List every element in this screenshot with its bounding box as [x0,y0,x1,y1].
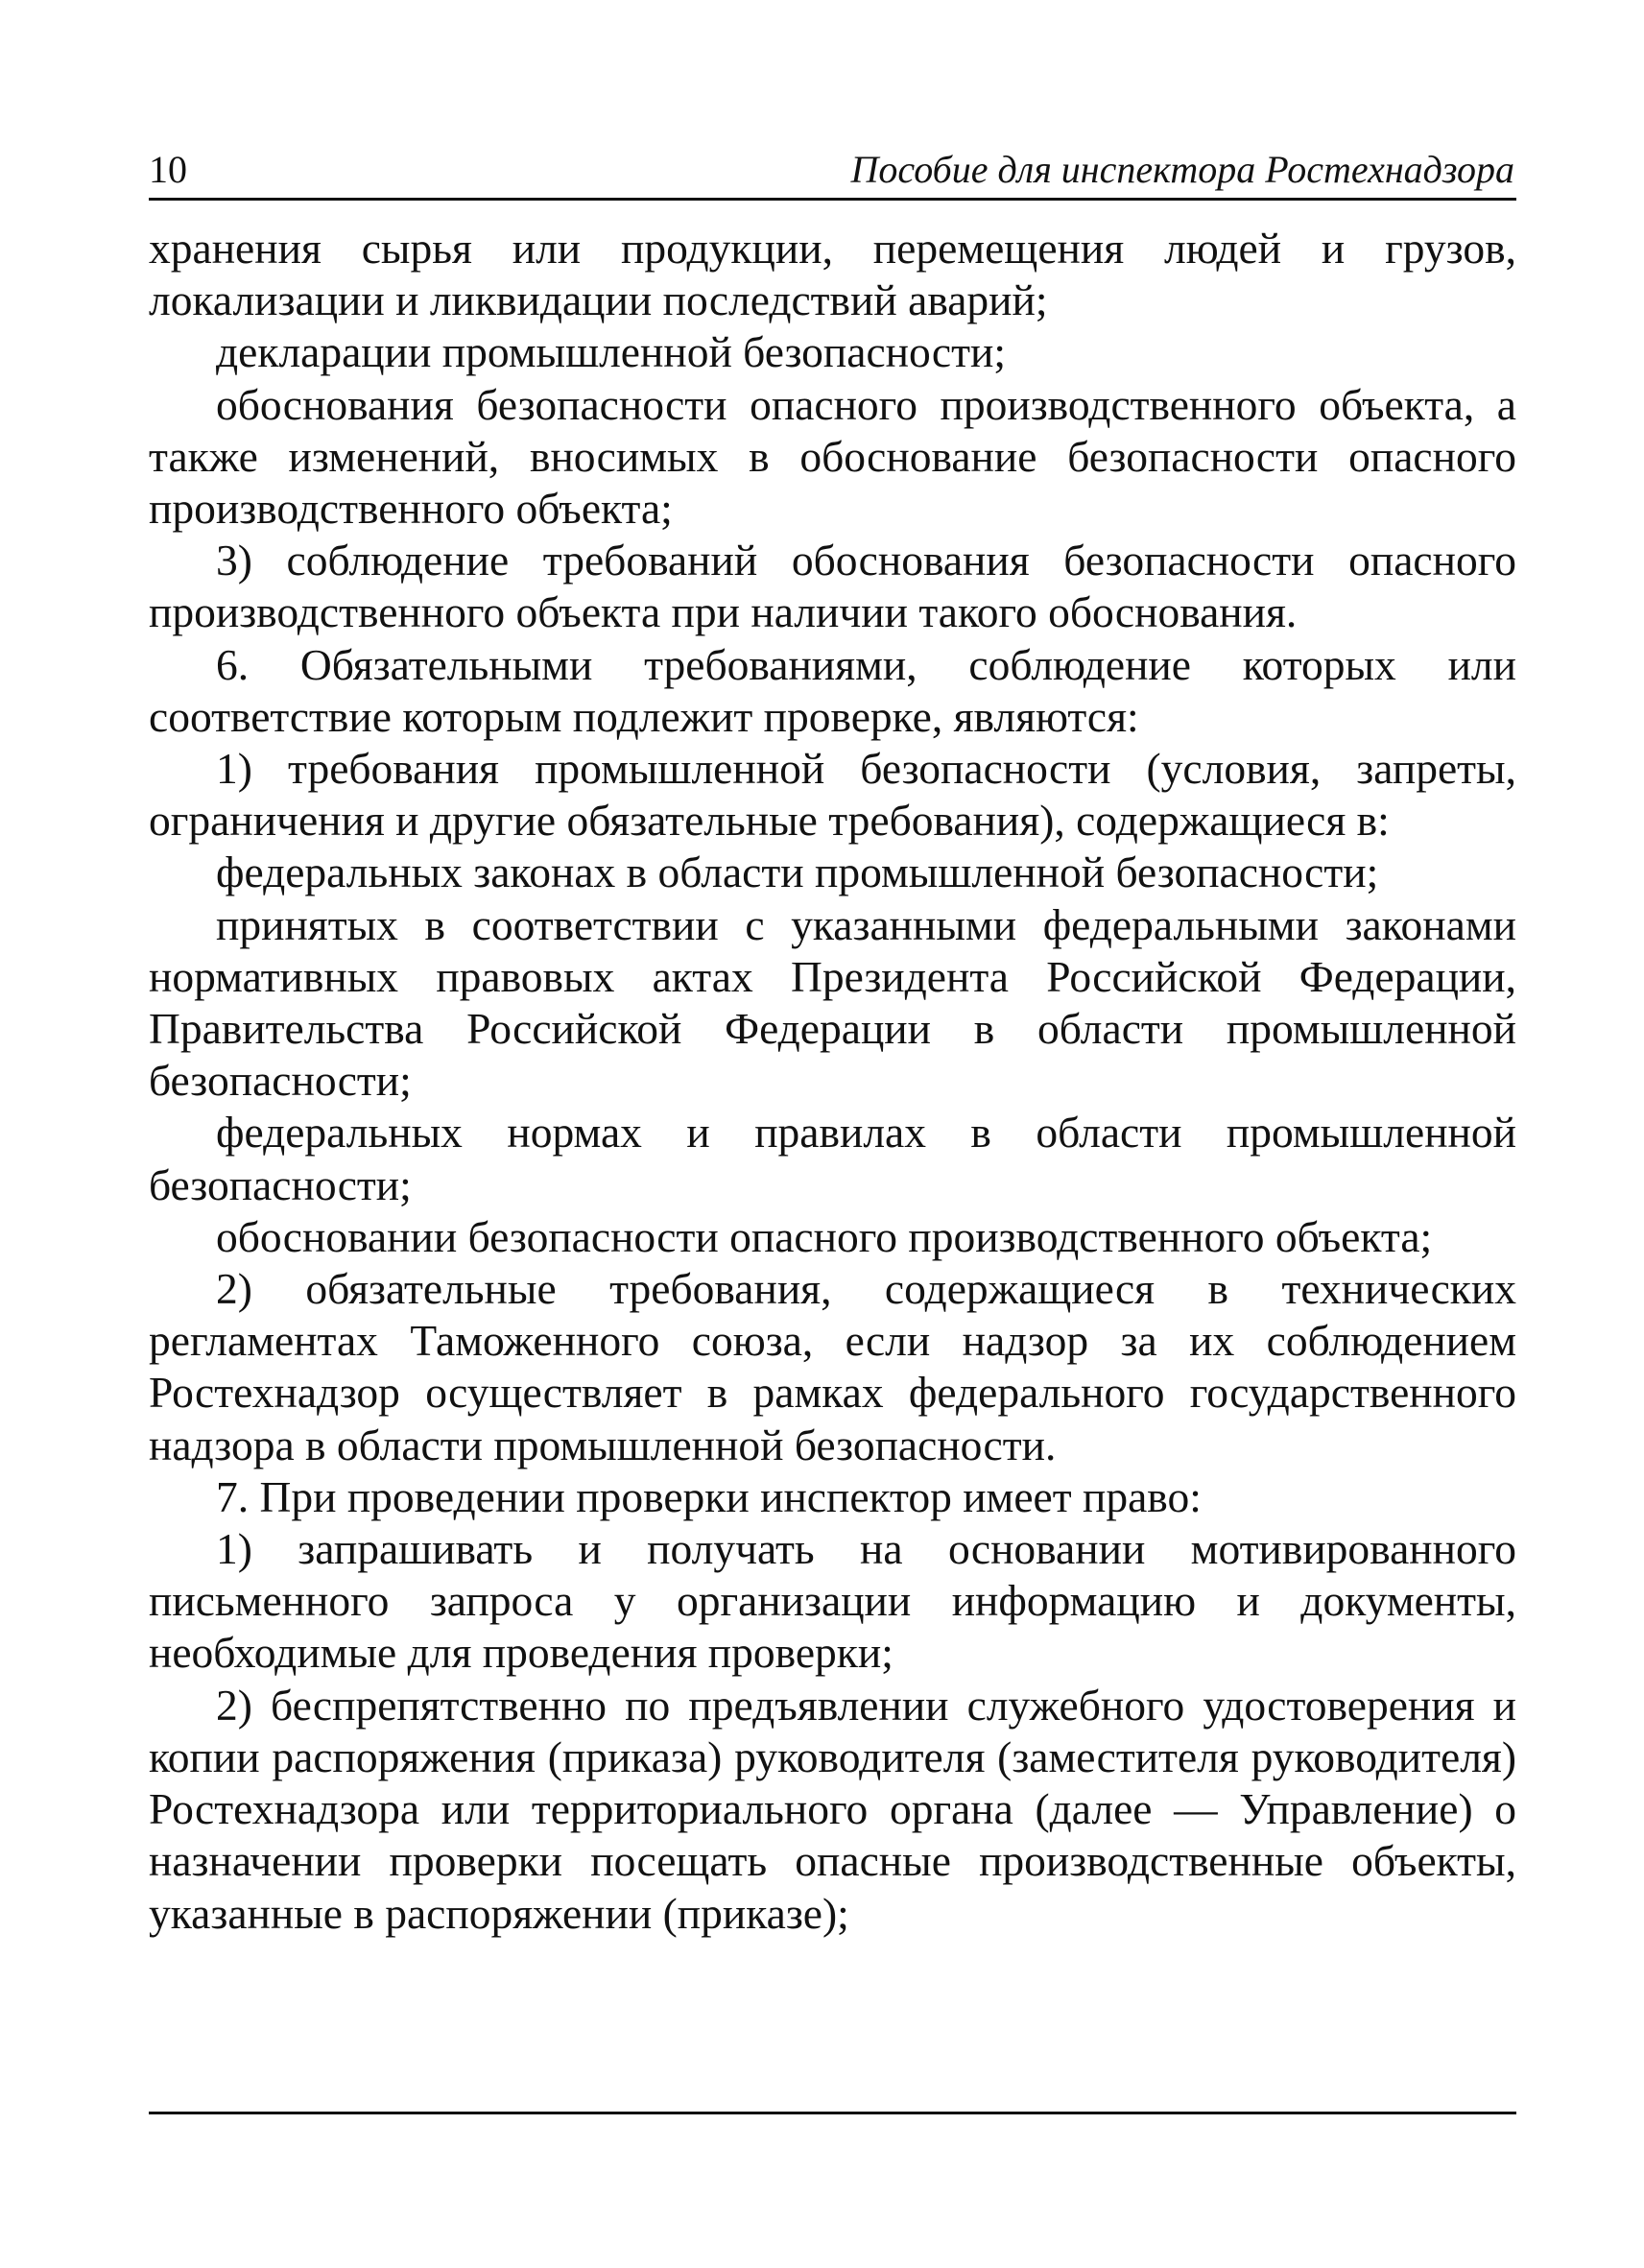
paragraph: хранения сырья или продукции, перемещения людей и грузов, локализации и ликвидации последствий аварий; [149,224,1516,325]
footer-rule [149,2112,1516,2114]
body-text [149,223,1516,1940]
paragraph: 1) запрашивать и получать на основании мотивированного письменного запроса у организации информацию и документы, необходимые для проведения проверки; [149,1524,1516,1678]
running-title: Пособие для инспектора Ростехнадзора [850,148,1514,191]
paragraph: 2) обязательные требования, содержащиеся в технических регламентах Таможенного союза, если надзор за их соблюдением Ростехнадзор осуществляет в рамках федерального государственного надзора в области промышленной безопасности. [149,1264,1516,1469]
paragraph: обосновании безопасности опасного производственного объекта; [216,1211,1433,1261]
page-number: 10 [149,148,187,191]
paragraph: обоснования безопасности опасного производственного объекта, а также изменений, вносимых в обоснование безопасности опасного производственного объекта; [149,379,1516,534]
paragraph: декларации промышленной безопасности; [216,327,1006,377]
paragraph: 1) требования промышленной безопасности (условия, запреты, ограничения и другие обязательные требования), содержащиеся в: [149,744,1516,846]
page-header [149,144,1516,201]
paragraph: 3) соблюдение требований обоснования безопасности опасного производственного объекта при наличии такого обоснования. [149,536,1516,637]
paragraph: 7. При проведении проверки инспектор имеет право: [216,1471,1202,1521]
paragraph: принятых в соответствии с указанными федеральными законами нормативных правовых актах Президента Российской Федерации, Правительства Российской Федерации в области промышленной безопасности; [149,899,1516,1106]
paragraph: 6. Обязательными требованиями, соблюдение которых или соответствие которым подлежит проверке, являются: [149,639,1516,741]
paragraph: федеральных нормах и правилах в области промышленной безопасности; [149,1108,1516,1209]
paragraph: 2) беспрепятственно по предъявлении служебного удостоверения и копии распоряжения (приказа) руководителя (заместителя руководителя) Ростехнадзора или территориального органа (далее — Управление) о назначении проверки посещать опасные производственные объекты, указанные в распоряжении (приказе); [149,1680,1516,1938]
paragraph: федеральных законах в области промышленной безопасности; [216,848,1379,897]
